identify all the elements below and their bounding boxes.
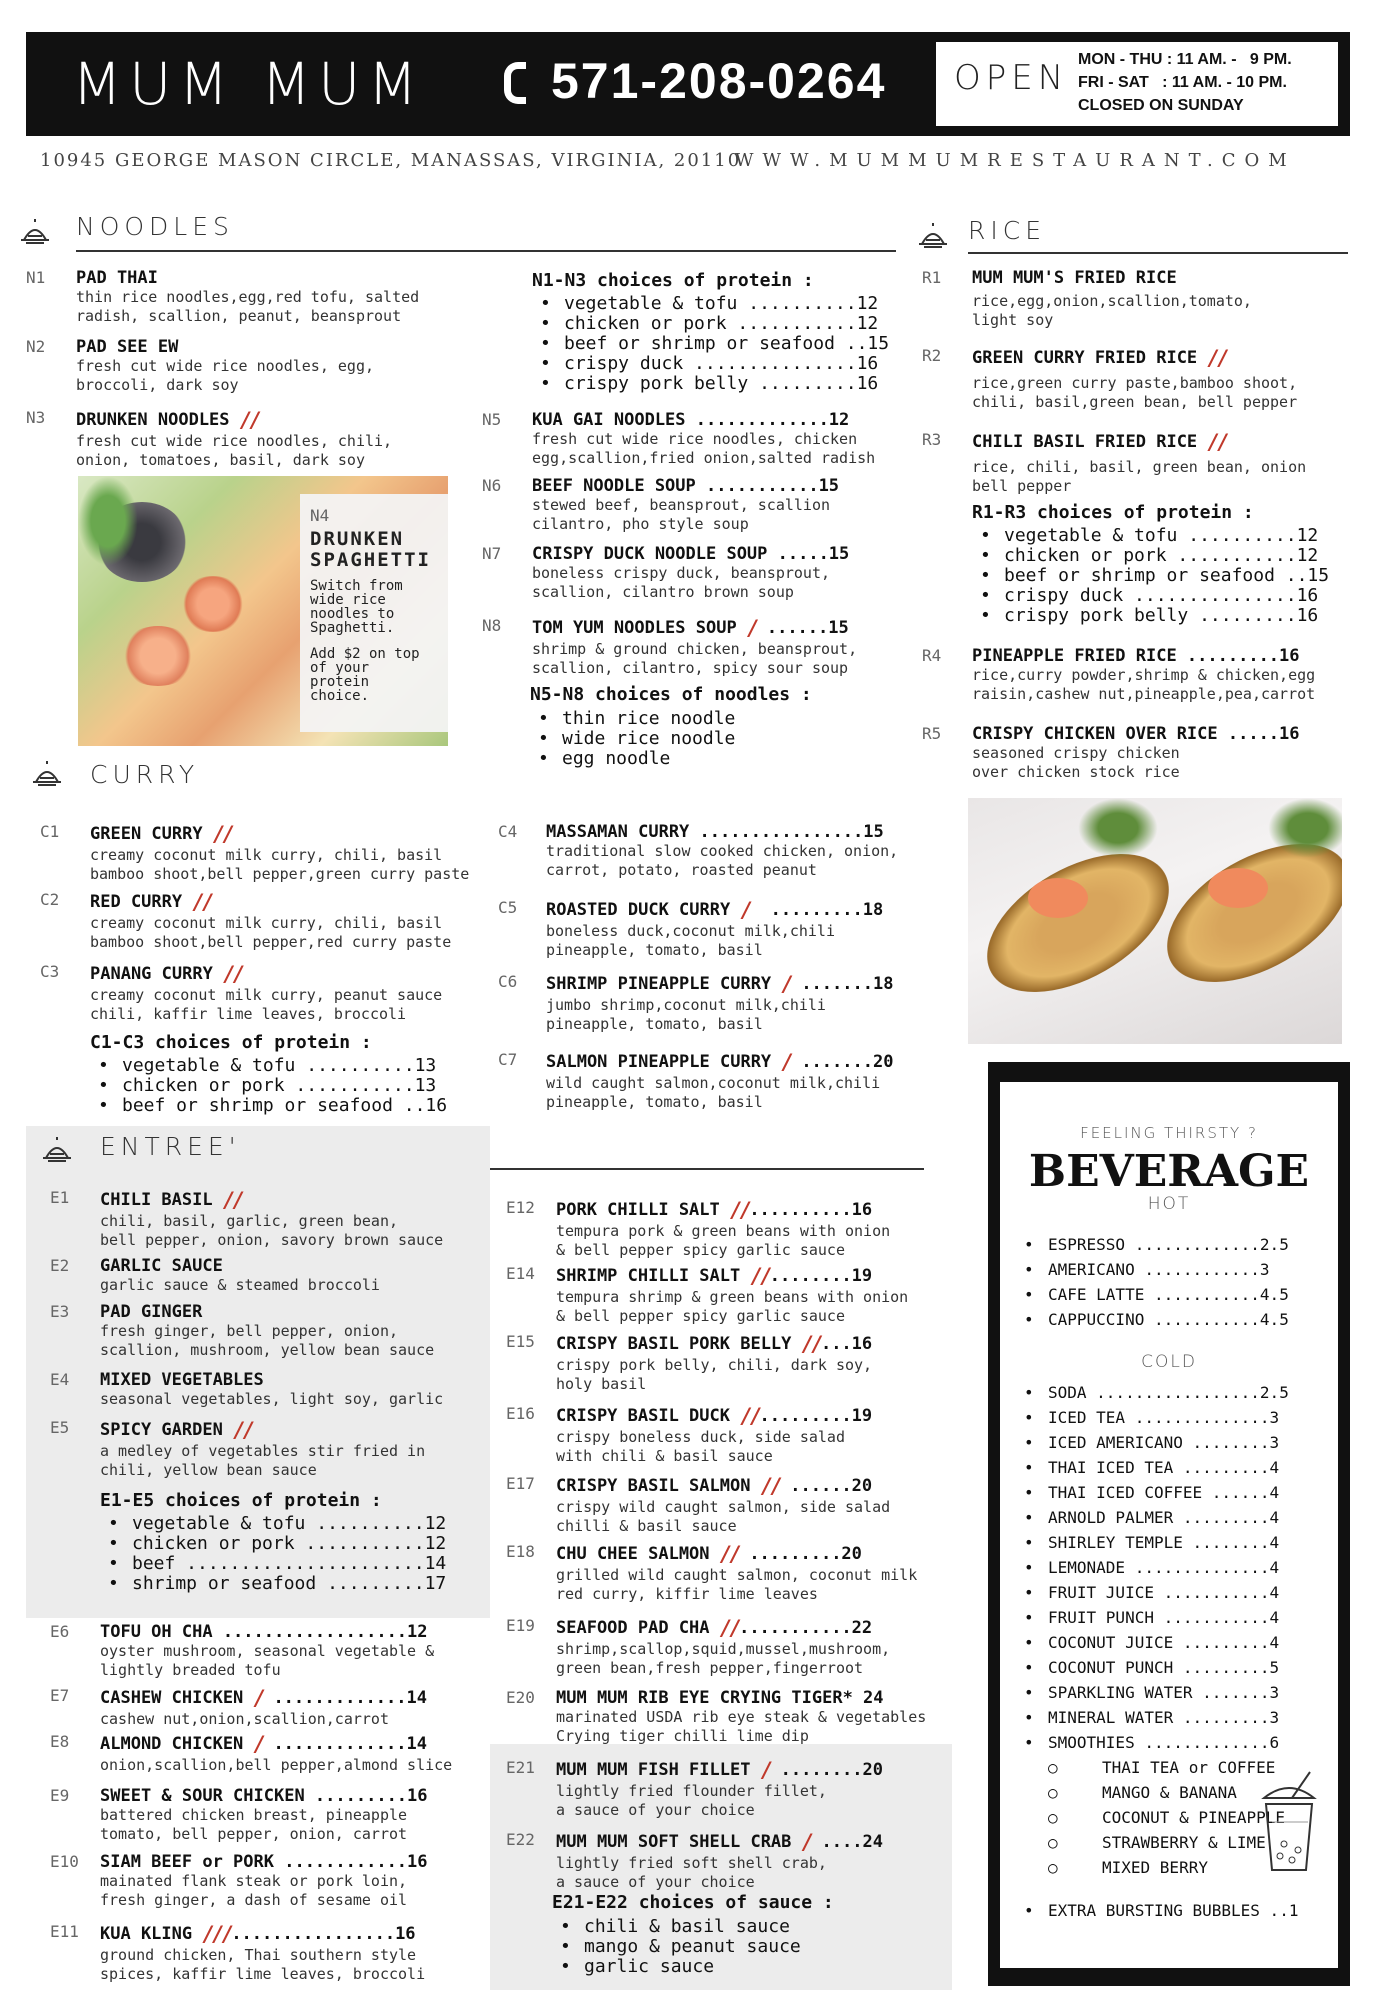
item-desc: lightly fried flounder fillet, xyxy=(556,1782,827,1800)
item-desc: boneless duck,coconut milk,chili xyxy=(546,922,835,940)
item-name: SHRIMP CHILLI SALT xyxy=(556,1266,741,1286)
item-desc: a sauce of your choice xyxy=(556,1873,755,1891)
item-code: E6 xyxy=(50,1622,70,1641)
item-desc: & bell pepper spicy garlic sauce xyxy=(556,1307,845,1325)
choice-item: • beef or shrimp or seafood ..15 xyxy=(532,334,889,354)
item-desc: a medley of vegetables stir fried in xyxy=(100,1442,426,1460)
item-price: ........19 xyxy=(769,1266,873,1286)
item-desc: marinated USDA rib eye steak & vegetables xyxy=(556,1708,927,1726)
beverage-panel xyxy=(988,1062,1350,1986)
item-name: PANANG CURRY xyxy=(90,964,213,984)
item-name: SHRIMP PINEAPPLE CURRY xyxy=(546,974,772,994)
item-price: .........18 xyxy=(750,900,884,920)
item-code: N6 xyxy=(482,476,502,495)
hours-line: MON - THU : 11 AM. - 9 PM. xyxy=(1078,51,1292,68)
item-desc: creamy coconut milk curry, chili, basil xyxy=(90,914,443,932)
item-name: PINEAPPLE FRIED RICE .........16 xyxy=(972,646,1300,666)
item-desc: lightly breaded tofu xyxy=(100,1661,281,1679)
beverage-item: • THAI ICED COFFEE ......4 xyxy=(1020,1480,1289,1505)
beverage-item: • SODA .................2.5 xyxy=(1020,1380,1289,1405)
item-code: E16 xyxy=(506,1404,535,1423)
item-desc: scallion, cilantro brown soup xyxy=(532,583,794,601)
choice-item: • mango & peanut sauce xyxy=(552,1937,834,1957)
item-desc: wild caught salmon,coconut milk,chili xyxy=(546,1074,881,1092)
item-desc: carrot, potato, roasted peanut xyxy=(546,861,817,879)
item-code: N8 xyxy=(482,616,502,635)
item-code: C5 xyxy=(498,898,518,917)
smoothie-flavor: ○ MANGO & BANANA xyxy=(1020,1780,1289,1805)
item-desc: chili, kaffir lime leaves, broccoli xyxy=(90,1005,407,1023)
item-name: MUM MUM'S FRIED RICE xyxy=(972,268,1177,288)
hours-line: CLOSED ON SUNDAY xyxy=(1078,97,1244,114)
beverage-item: • COCONUT PUNCH .........5 xyxy=(1020,1655,1289,1680)
item-name: CHILI BASIL xyxy=(100,1190,213,1210)
item-code: C6 xyxy=(498,972,518,991)
dish-cover-icon xyxy=(40,1134,74,1164)
choices-title: R1-R3 choices of protein : xyxy=(972,502,1254,523)
choice-item: • beef ......................14 xyxy=(100,1554,446,1574)
item-name: SIAM BEEF or PORK ............16 xyxy=(100,1852,428,1872)
item-name: CHILI BASIL FRIED RICE xyxy=(972,432,1198,452)
choice-item: • shrimp or seafood .........17 xyxy=(100,1574,446,1594)
chili-pepper-icon: // xyxy=(760,1474,781,1498)
item-desc: fresh ginger, bell pepper, onion, xyxy=(100,1322,399,1340)
item-desc: lightly fried soft shell crab, xyxy=(556,1854,827,1872)
item-desc: raisin,cashew nut,pineapple,pea,carrot xyxy=(972,685,1316,703)
chili-pepper-icon: // xyxy=(192,890,212,914)
dish-cover-icon xyxy=(916,220,950,250)
item-code: C2 xyxy=(40,890,60,909)
smoothie-flavor: ○ MIXED BERRY xyxy=(1020,1855,1289,1880)
feature-title: DRUNKEN SPAGHETTI xyxy=(310,528,431,571)
item-desc: seasonal vegetables, light soy, garlic xyxy=(100,1390,444,1408)
phone-number[interactable]: 571-208-0264 xyxy=(551,53,887,109)
item-desc: traditional slow cooked chicken, onion, xyxy=(546,842,899,860)
item-name: CRISPY BASIL PORK BELLY xyxy=(556,1334,792,1354)
item-code: E9 xyxy=(50,1786,70,1805)
item-code: R2 xyxy=(922,346,942,365)
item-price: .............14 xyxy=(263,1734,427,1754)
chili-pepper-icon: // xyxy=(719,1616,740,1640)
beverage-item: • ICED TEA ..............3 xyxy=(1020,1405,1289,1430)
item-code: N2 xyxy=(26,337,46,356)
choice-item: • vegetable & tofu ..........13 xyxy=(90,1056,447,1076)
item-desc: fresh cut wide rice noodles, chili, xyxy=(76,432,393,450)
item-code: E8 xyxy=(50,1732,70,1751)
open-label: OPEN xyxy=(954,58,1069,98)
item-price: .......20 xyxy=(791,1052,894,1072)
item-desc: boneless crispy duck, beansprout, xyxy=(532,564,831,582)
chili-pepper-icon: /// xyxy=(202,1922,232,1946)
item-code: E10 xyxy=(50,1852,79,1871)
item-desc: cashew nut,onion,scallion,carrot xyxy=(100,1710,389,1728)
hours-line: FRI - SAT : 11 AM. - 10 PM. xyxy=(1078,74,1287,91)
item-desc: crispy wild caught salmon, side salad xyxy=(556,1498,891,1516)
smoothie-flavor: ○ STRAWBERRY & LIME xyxy=(1020,1830,1289,1855)
beverage-item: • LEMONADE ..............4 xyxy=(1020,1555,1289,1580)
section-title-rice: RICE xyxy=(968,216,1046,245)
item-desc: bamboo shoot,bell pepper,green curry paste xyxy=(90,865,470,883)
choice-item: • crispy pork belly .........16 xyxy=(532,374,889,394)
item-desc: battered chicken breast, pineapple xyxy=(100,1806,408,1824)
item-code: R3 xyxy=(922,430,942,449)
beverage-item: • AMERICANO ............3 xyxy=(1020,1257,1289,1282)
feature-text: Add $2 on top of your protein choice. xyxy=(310,646,420,704)
item-name: MUM MUM FISH FILLET xyxy=(556,1760,751,1780)
protein-choices xyxy=(972,502,1329,626)
item-code: E7 xyxy=(50,1686,70,1705)
item-name: PAD SEE EW xyxy=(76,337,179,357)
dish-cover-icon xyxy=(30,758,64,788)
chili-pepper-icon: / xyxy=(781,972,792,996)
beverage-item: • ICED AMERICANO ........3 xyxy=(1020,1430,1289,1455)
item-desc: thin rice noodles,egg,red tofu, salted xyxy=(76,288,420,306)
item-desc: light soy xyxy=(972,311,1054,329)
beverage-item: • FRUIT JUICE ...........4 xyxy=(1020,1580,1289,1605)
choices-title: C1-C3 choices of protein : xyxy=(90,1032,372,1053)
item-desc: bell pepper, onion, savory brown sauce xyxy=(100,1231,444,1249)
item-desc: holy basil xyxy=(556,1375,647,1393)
item-desc: tempura shrimp & green beans with onion xyxy=(556,1288,909,1306)
chili-pepper-icon: // xyxy=(1207,346,1227,370)
choice-item: • vegetable & tofu ..........12 xyxy=(972,526,1329,546)
item-name: SALMON PINEAPPLE CURRY xyxy=(546,1052,772,1072)
item-desc: ground chicken, Thai southern style xyxy=(100,1946,417,1964)
item-code: N7 xyxy=(482,544,502,563)
chili-pepper-icon: // xyxy=(222,1188,243,1212)
item-code: E15 xyxy=(506,1332,535,1351)
item-name: BEEF NOODLE SOUP ...........15 xyxy=(532,476,840,496)
choice-item: • crispy duck ...............16 xyxy=(972,586,1329,606)
item-name: MUM MUM RIB EYE CRYING TIGER* 24 xyxy=(556,1688,884,1708)
item-desc: rice, chili, basil, green bean, onion xyxy=(972,458,1307,476)
chili-pepper-icon: / xyxy=(740,898,751,922)
hot-label: HOT xyxy=(1147,1194,1191,1214)
cold-label: COLD xyxy=(1141,1352,1197,1372)
beverage-item: • CAPPUCCINO ...........4.5 xyxy=(1020,1307,1289,1332)
beverage-item: • MINERAL WATER .........3 xyxy=(1020,1705,1289,1730)
item-name: RED CURRY xyxy=(90,892,183,912)
choices-title: E21-E22 choices of sauce : xyxy=(552,1892,834,1913)
item-desc: Crying tiger chilli lime dip xyxy=(556,1727,809,1745)
chili-pepper-icon: / xyxy=(253,1732,264,1756)
item-code: E4 xyxy=(50,1370,70,1389)
chili-pepper-icon: // xyxy=(239,408,260,432)
beverage-kicker: FEELING THIRSTY ? xyxy=(1080,1124,1258,1142)
item-code: E5 xyxy=(50,1418,70,1437)
phone-icon xyxy=(504,62,526,104)
beverage-item: • COCONUT JUICE .........4 xyxy=(1020,1630,1289,1655)
item-name: PORK CHILLI SALT xyxy=(556,1200,720,1220)
website-link[interactable]: WWW.MUMMUMRESTAURANT.COM xyxy=(735,150,1296,171)
item-desc: broccoli, dark soy xyxy=(76,376,239,394)
item-name: CRISPY CHICKEN OVER RICE .....16 xyxy=(972,724,1300,744)
item-desc: tempura pork & green beans with onion xyxy=(556,1222,891,1240)
beverage-item: • THAI ICED TEA .........4 xyxy=(1020,1455,1289,1480)
item-desc: bamboo shoot,bell pepper,red curry paste xyxy=(90,933,452,951)
item-code: E20 xyxy=(506,1688,535,1707)
item-code: C7 xyxy=(498,1050,518,1069)
choice-item: • vegetable & tofu ..........12 xyxy=(532,294,889,314)
item-code: E12 xyxy=(506,1198,535,1217)
chili-pepper-icon: // xyxy=(223,962,243,986)
item-code: E1 xyxy=(50,1188,70,1207)
item-desc: tomato, bell pepper, onion, carrot xyxy=(100,1825,408,1843)
smoothie-flavor: ○ COCONUT & PINEAPPLE xyxy=(1020,1805,1289,1830)
item-name: KUA KLING xyxy=(100,1924,193,1944)
item-code: R4 xyxy=(922,646,942,665)
item-code: E21 xyxy=(506,1758,535,1777)
chili-pepper-icon: // xyxy=(730,1198,750,1222)
chili-pepper-icon: // xyxy=(212,822,233,846)
choice-item: • thin rice noodle xyxy=(530,709,812,729)
chili-pepper-icon: // xyxy=(233,1418,253,1442)
item-name: MASSAMAN CURRY ................15 xyxy=(546,822,884,842)
beverage-title: BEVERAGE xyxy=(1028,1146,1310,1197)
item-name: TOM YUM NOODLES SOUP xyxy=(532,618,737,638)
chili-pepper-icon: / xyxy=(801,1830,812,1854)
beverage-item: • SHIRLEY TEMPLE ........4 xyxy=(1020,1530,1289,1555)
item-desc: shrimp & ground chicken, beansprout, xyxy=(532,640,858,658)
chili-pepper-icon: / xyxy=(253,1686,264,1710)
item-desc: rice,curry powder,shrimp & chicken,egg xyxy=(972,666,1316,684)
item-desc: & bell pepper spicy garlic sauce xyxy=(556,1241,845,1259)
opening-hours xyxy=(1078,48,1292,117)
item-code: N5 xyxy=(482,410,502,429)
item-desc: cilantro, pho style soup xyxy=(532,515,749,533)
item-desc: chili, yellow bean sauce xyxy=(100,1461,317,1479)
item-price: ......20 xyxy=(780,1476,873,1496)
item-price: ..........16 xyxy=(749,1200,873,1220)
choice-item: • beef or shrimp or seafood ..16 xyxy=(90,1096,447,1116)
item-desc: onion,scallion,bell pepper,almond slice xyxy=(100,1756,453,1774)
choice-item: • garlic sauce xyxy=(552,1957,834,1977)
choice-item: • chicken or pork ...........12 xyxy=(100,1534,446,1554)
item-desc: chili, basil,green bean, bell pepper xyxy=(972,393,1298,411)
item-code: N4 xyxy=(310,506,330,525)
choice-item: • chili & basil sauce xyxy=(552,1917,834,1937)
choices-title: N5-N8 choices of noodles : xyxy=(530,684,812,705)
item-name: CRISPY BASIL SALMON xyxy=(556,1476,751,1496)
dish-cover-icon xyxy=(18,216,52,246)
protein-choices xyxy=(532,270,889,394)
item-desc: pineapple, tomato, basil xyxy=(546,1093,763,1111)
choices-title: N1-N3 choices of protein : xyxy=(532,270,814,291)
section-title-noodles: NOODLES xyxy=(76,212,234,241)
item-price: .............14 xyxy=(263,1688,427,1708)
item-price: .........19 xyxy=(759,1406,873,1426)
item-name: ROASTED DUCK CURRY xyxy=(546,900,731,920)
hours-box xyxy=(936,42,1338,126)
item-desc: mainated flank steak or pork loin, xyxy=(100,1872,408,1890)
beverage-item: • FRUIT PUNCH ...........4 xyxy=(1020,1605,1289,1630)
item-desc: stewed beef, beansprout, scallion xyxy=(532,496,831,514)
item-desc: scallion, mushroom, yellow bean sauce xyxy=(100,1341,435,1359)
item-name: GARLIC SAUCE xyxy=(100,1256,223,1276)
item-desc: crispy boneless duck, side salad xyxy=(556,1428,845,1446)
section-rule xyxy=(968,252,1348,254)
item-desc: fresh ginger, a dash of sesame oil xyxy=(100,1891,408,1909)
item-price: ................16 xyxy=(231,1924,416,1944)
choice-item: • chicken or pork ...........12 xyxy=(532,314,889,334)
item-desc: jumbo shrimp,coconut milk,chili xyxy=(546,996,826,1014)
beverage-item: • SMOOTHIES .............6 xyxy=(1020,1730,1289,1755)
item-code: C4 xyxy=(498,822,518,841)
chili-pepper-icon: // xyxy=(719,1542,740,1566)
item-code: E2 xyxy=(50,1256,70,1275)
noodle-choices xyxy=(530,684,812,769)
item-price: ...16 xyxy=(820,1334,873,1354)
item-code: R1 xyxy=(922,268,942,287)
beverage-item: • CAFE LATTE ...........4.5 xyxy=(1020,1282,1289,1307)
section-rule xyxy=(76,250,896,252)
chili-pepper-icon: // xyxy=(740,1404,760,1428)
smoothie-cup-icon xyxy=(1258,1770,1320,1874)
item-desc: green bean,fresh pepper,fingerroot xyxy=(556,1659,864,1677)
item-code: E19 xyxy=(506,1616,535,1635)
item-name: ALMOND CHICKEN xyxy=(100,1734,244,1754)
item-desc: grilled wild caught salmon, coconut milk xyxy=(556,1566,918,1584)
item-name: CASHEW CHICKEN xyxy=(100,1688,244,1708)
feature-text: Switch from wide rice noodles to Spaghetti. xyxy=(310,578,403,636)
item-desc: garlic sauce & steamed broccoli xyxy=(100,1276,380,1294)
choice-item: • chicken or pork ...........12 xyxy=(972,546,1329,566)
item-desc: egg,scallion,fried onion,salted radish xyxy=(532,449,876,467)
item-name: SEAFOOD PAD CHA xyxy=(556,1618,710,1638)
item-code: C1 xyxy=(40,822,60,841)
chili-pepper-icon: / xyxy=(760,1758,771,1782)
item-name: SWEET & SOUR CHICKEN .........16 xyxy=(100,1786,428,1806)
chili-pepper-icon: // xyxy=(750,1264,770,1288)
item-desc: red curry, kiffir lime leaves xyxy=(556,1585,818,1603)
item-code: N1 xyxy=(26,268,46,287)
item-price: ....24 xyxy=(811,1832,883,1852)
item-code: E18 xyxy=(506,1542,535,1561)
item-desc: creamy coconut milk curry, chili, basil xyxy=(90,846,443,864)
item-desc: fresh cut wide rice noodles, egg, xyxy=(76,357,375,375)
item-desc: chilli & basil sauce xyxy=(556,1517,737,1535)
item-name: DRUNKEN NOODLES xyxy=(76,410,230,430)
item-desc: pineapple, tomato, basil xyxy=(546,941,763,959)
chili-pepper-icon: / xyxy=(781,1050,792,1074)
beverage-item: • SPARKLING WATER .......3 xyxy=(1020,1680,1289,1705)
chili-pepper-icon: // xyxy=(1207,430,1227,454)
sauce-choices xyxy=(552,1892,834,1977)
chili-pepper-icon: / xyxy=(746,616,757,640)
address: 10945 GEORGE MASON CIRCLE, MANASSAS, VIRGINIA, 20110 xyxy=(40,150,742,171)
smoothie-flavor: ○ THAI TEA or COFFEE xyxy=(1020,1755,1289,1780)
choice-item: • crispy pork belly .........16 xyxy=(972,606,1329,626)
drunken-spaghetti-photo xyxy=(78,476,448,746)
item-desc: bell pepper xyxy=(972,477,1072,495)
item-desc: pineapple, tomato, basil xyxy=(546,1015,763,1033)
item-desc: scallion, cilantro, spicy sour soup xyxy=(532,659,849,677)
item-name: SPICY GARDEN xyxy=(100,1420,223,1440)
item-name: GREEN CURRY FRIED RICE xyxy=(972,348,1198,368)
item-price: .......18 xyxy=(791,974,894,994)
section-title-curry: CURRY xyxy=(90,760,200,789)
pineapple-fried-rice-photo xyxy=(968,798,1342,1044)
item-name: MUM MUM SOFT SHELL CRAB xyxy=(556,1832,792,1852)
item-code: R5 xyxy=(922,724,942,743)
item-code: E14 xyxy=(506,1264,535,1283)
item-price: ......15 xyxy=(756,618,849,638)
beverage-item: • ESPRESSO .............2.5 xyxy=(1020,1232,1289,1257)
protein-choices xyxy=(90,1032,447,1116)
choice-item: • chicken or pork ...........13 xyxy=(90,1076,447,1096)
choice-item: • crispy duck ...............16 xyxy=(532,354,889,374)
item-desc: spices, kaffir lime leaves, broccoli xyxy=(100,1965,426,1983)
item-desc: chili, basil, garlic, green bean, xyxy=(100,1212,399,1230)
item-desc: shrimp,scallop,squid,mussel,mushroom, xyxy=(556,1640,891,1658)
item-desc: rice,green curry paste,bamboo shoot, xyxy=(972,374,1298,392)
item-desc: crispy pork belly, chili, dark soy, xyxy=(556,1356,873,1374)
item-name: CRISPY DUCK NOODLE SOUP .....15 xyxy=(532,544,850,564)
choice-item: • beef or shrimp or seafood ..15 xyxy=(972,566,1329,586)
beverage-card xyxy=(1000,1082,1338,1968)
header-bar xyxy=(26,32,1350,136)
item-name: TOFU OH CHA ..................12 xyxy=(100,1622,428,1642)
item-desc: fresh cut wide rice noodles, chicken xyxy=(532,430,858,448)
item-desc: a sauce of your choice xyxy=(556,1801,755,1819)
item-name: KUA GAI NOODLES .............12 xyxy=(532,410,850,430)
item-desc: with chili & basil sauce xyxy=(556,1447,773,1465)
item-code: N3 xyxy=(26,408,46,427)
item-code: E17 xyxy=(506,1474,535,1493)
item-desc: radish, scallion, peanut, beansprout xyxy=(76,307,402,325)
protein-choices xyxy=(100,1490,446,1594)
item-desc: creamy coconut milk curry, peanut sauce xyxy=(90,986,443,1004)
item-name: GREEN CURRY xyxy=(90,824,203,844)
item-desc: onion, tomatoes, basil, dark soy xyxy=(76,451,365,469)
item-name: PAD GINGER xyxy=(100,1302,203,1322)
item-desc: over chicken stock rice xyxy=(972,763,1180,781)
item-desc: oyster mushroom, seasonal vegetable & xyxy=(100,1642,435,1660)
item-code: E11 xyxy=(50,1922,79,1941)
restaurant-name: MUM MUM xyxy=(72,50,425,118)
item-name: MIXED VEGETABLES xyxy=(100,1370,264,1390)
choice-item: • egg noodle xyxy=(530,749,812,769)
beverage-item: • EXTRA BURSTING BUBBLES ..1 xyxy=(1020,1898,1298,1923)
item-price: .........20 xyxy=(739,1544,862,1564)
section-title-entree: ENTREE' xyxy=(100,1132,241,1161)
beverage-item: • ARNOLD PALMER .........4 xyxy=(1020,1505,1289,1530)
section-rule xyxy=(490,1168,924,1170)
item-name: CHU CHEE SALMON xyxy=(556,1544,710,1564)
item-name: PAD THAI xyxy=(76,268,158,288)
item-code: E22 xyxy=(506,1830,535,1849)
item-desc: seasoned crispy chicken xyxy=(972,744,1180,762)
item-code: C3 xyxy=(40,962,60,981)
choice-item: • vegetable & tofu ..........12 xyxy=(100,1514,446,1534)
item-price: ........20 xyxy=(770,1760,883,1780)
choice-item: • wide rice noodle xyxy=(530,729,812,749)
item-name: CRISPY BASIL DUCK xyxy=(556,1406,730,1426)
item-desc: rice,egg,onion,scallion,tomato, xyxy=(972,292,1252,310)
choices-title: E1-E5 choices of protein : xyxy=(100,1490,382,1511)
item-price: ...........22 xyxy=(739,1618,873,1638)
chili-pepper-icon: // xyxy=(801,1332,821,1356)
item-code: E3 xyxy=(50,1302,70,1321)
